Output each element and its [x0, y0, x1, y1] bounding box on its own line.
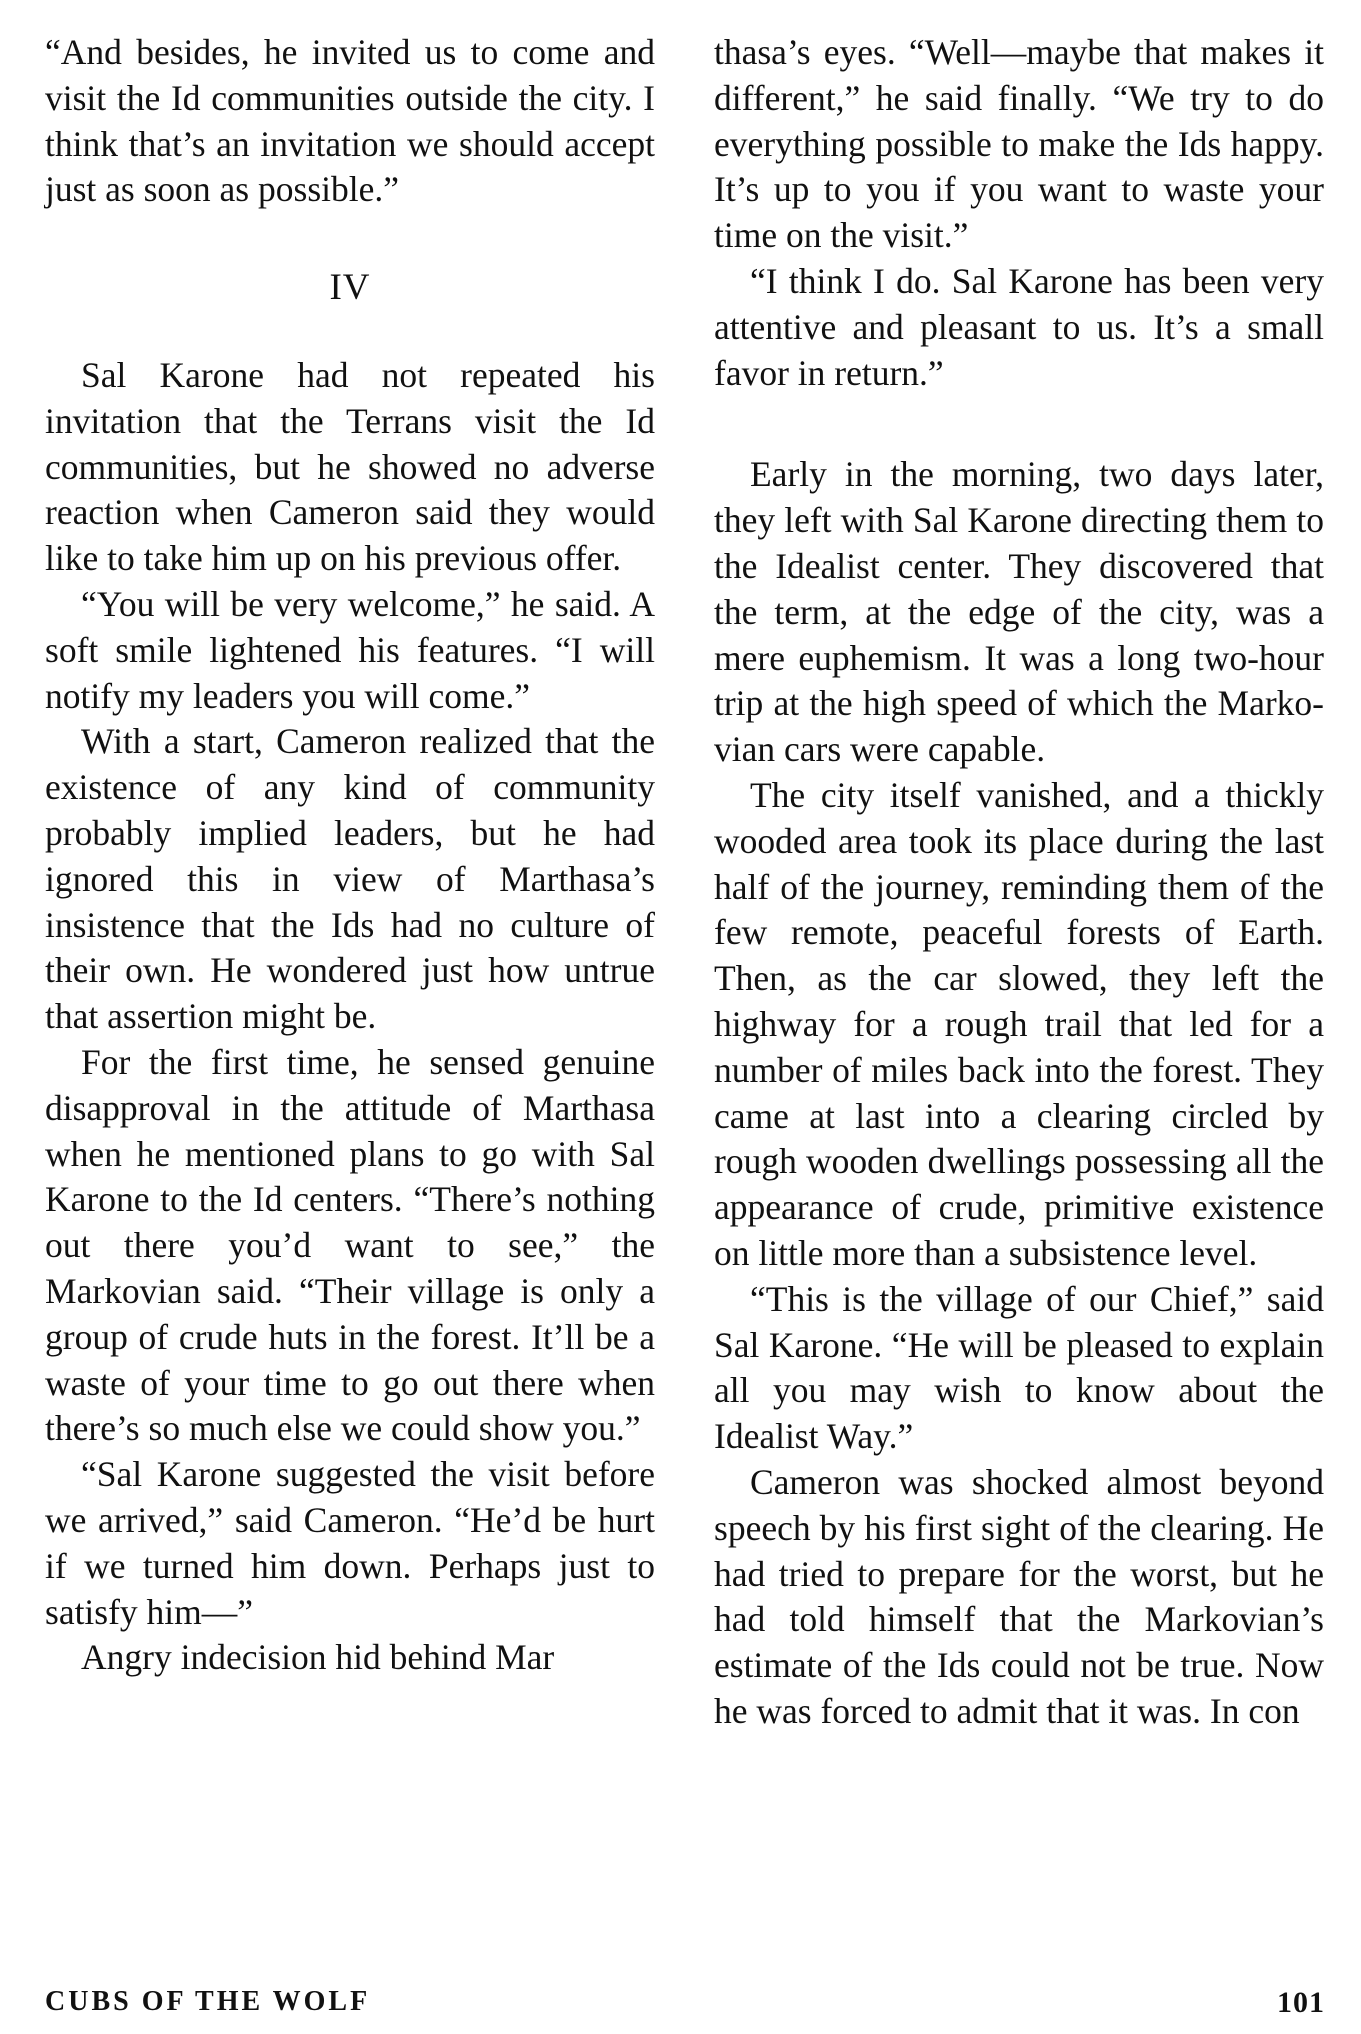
paragraph: “Sal Karone suggested the visit before we arrived,” said Cameron. “He’d be hurt if we turned him down. Perhaps just to satisfy him—” — [45, 1454, 655, 1632]
paragraph: “You will be very welcome,” he said. A soft smile lightened his features. “I will notify my leaders you will come.” — [45, 583, 655, 716]
left-column — [45, 30, 655, 1681]
paragraph: Sal Karone had not repeated his invitation that the Terrans visit the Id communities, but he showed no adverse reaction when Cameron said they would like to take him up on his previous offer. — [45, 354, 655, 579]
running-title: CUBS OF THE WOLF — [45, 1986, 371, 2017]
right-column — [714, 30, 1324, 1735]
paragraph: With a start, Cameron realized that the existence of any kind of community probably implied leaders, but he had ignored this in view of Marthasa’s insistence that the Ids had no culture of their own. He wondered just how untrue that assertion might be. — [45, 721, 655, 1037]
paragraph: The city itself vanished, and a thickly wooded area took its place during the last half of the journey, reminding them of the few remote, peaceful forests of Earth. Then, as the car slowed, they left the highway for a rough trail that led for a number of miles back into the forest. They came at last into a clearing circled by rough wooden dwellings possessing all the appearance of crude, primitive existence on little more than a subsistence level. — [714, 774, 1324, 1273]
chapter-heading: IV — [329, 267, 371, 309]
page-number: 101 — [1277, 1986, 1325, 2019]
paragraph: Angry indecision hid behind Mar — [81, 1637, 555, 1678]
paragraph: Early in the morning, two days later, they left with Sal Karone directing them to the Idealist center. They discovered that the term, at the edge of the city, was a mere euphemism. It was a long two-hour trip at the high speed of which the Markovian cars were capable. — [714, 454, 1324, 770]
paragraph: For the first time, he sensed genuine disapproval in the attitude of Marthasa when he mentioned plans to go with Sal Karone to the Id centers. “There’s nothing out there you’d want to see,” the Markovian said. “Their village is only a group of crude huts in the forest. It’ll be a waste of your time to go out there when there’s so much else we could show you.” — [45, 1041, 655, 1449]
paragraph: thasa’s eyes. “Well—maybe that makes it different,” he said finally. “We try to do everything possible to make the Ids happy. It’s up to you if you want to waste your time on the visit.” — [714, 32, 1324, 256]
paragraph: “I think I do. Sal Karone has been very attentive and pleasant to us. It’s a small favor in return.” — [714, 260, 1324, 393]
paragraph: Cameron was shocked almost beyond speech by his first sight of the clearing. He had tried to prepare for the worst, but he had told himself that the Markovian’s estimate of the Ids could not be true. Now he was forced to admit that it was. In con — [714, 1461, 1324, 1731]
paragraph: “And besides, he invited us to come and visit the Id communities outside the city. I think that’s an invitation we should accept just as soon as possible.” — [45, 32, 655, 210]
paragraph: “This is the village of our Chief,” said Sal Karone. “He will be pleased to explain all you may wish to know about the Idealist Way.” — [714, 1278, 1324, 1457]
section-break — [714, 396, 1324, 452]
